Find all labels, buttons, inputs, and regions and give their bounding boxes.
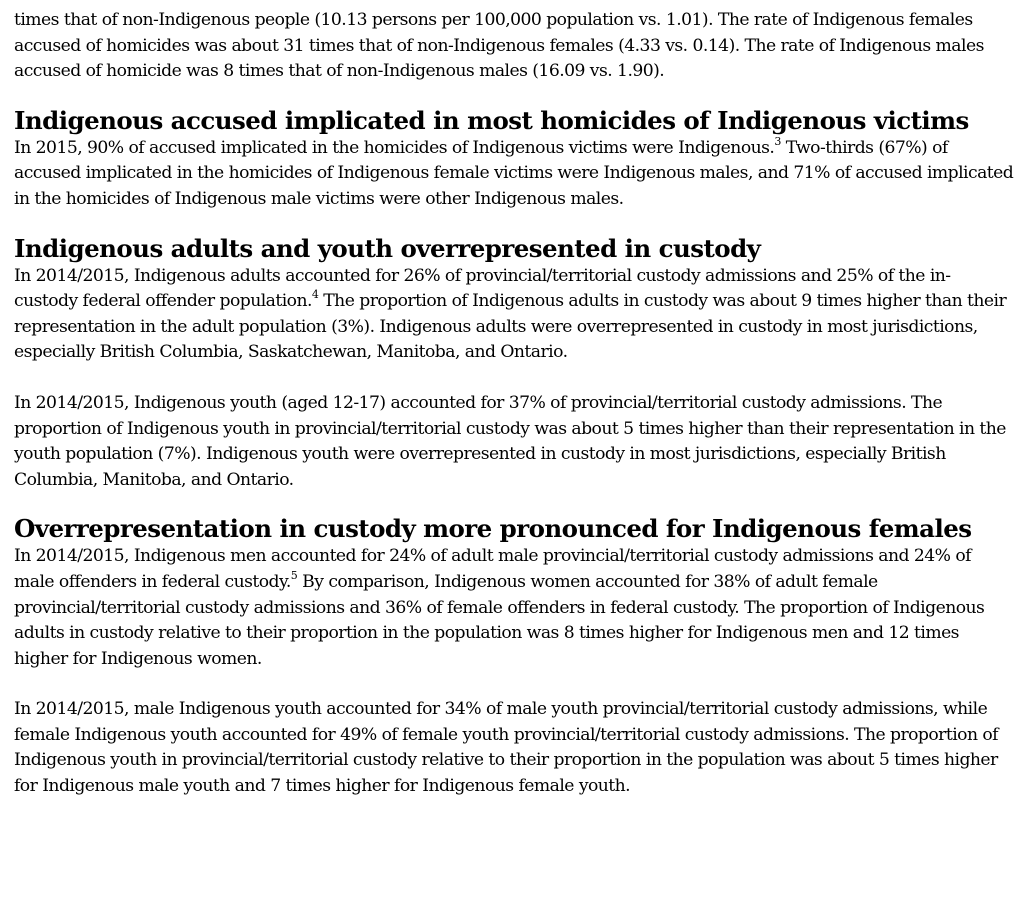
paragraph-text: In 2014/2015, Indigenous adults accounted for 26% of provincial/territorial custody admissions and 25% of the in-custody federal offender population. [14,265,951,312]
section-heading: Indigenous adults and youth overrepresented in custody [14,233,761,263]
section-custody-overrepresentation [14,234,1014,494]
paragraph-text: Two-thirds (67%) of accused implicated in the homicides of Indigenous female victims were Indigenous males, and 71% of accused implicated in the homicides of Indigenous male victims were other Indigenous males. [14,137,1014,209]
section-heading: Indigenous accused implicated in most homicides of Indigenous victims [14,105,969,135]
footnote-marker: 4 [311,288,319,302]
footnote-marker: 3 [774,135,781,149]
section-female-overrepresentation [14,514,1014,799]
spacer [14,213,1014,234]
section-heading: Overrepresentation in custody more pronounced for Indigenous females [14,514,972,544]
paragraph-text: In 2014/2015, Indigenous men accounted for 24% of adult male provincial/territorial custody admissions and 24% of male offenders in federal custody. [14,546,971,592]
section-paragraph: In 2014/2015, male Indigenous youth accounted for 34% of male youth provincial/territorial custody admissions, while female Indigenous youth accounted for 49% of female youth provincial/territorial custody admissions. The proportion of Indigenous youth in provincial/territorial custody relative to their proportion in the population was about 5 times higher for Indigenous male youth and 7 times higher for Indigenous female youth. [14,699,998,797]
section-paragraph [14,136,1014,213]
paragraph-text: By comparison, Indigenous women accounted for 38% of adult female provincial/territorial custody admissions and 36% of female offenders in federal custody. The proportion of Indigenous adults in custody relative to their proportion in the population was 8 times higher for Indigenous men and 12 times higher for Indigenous women. [14,571,985,669]
footnote-marker: 5 [290,569,298,583]
spacer [14,366,1014,391]
spacer [14,672,1014,697]
document-page [14,8,1014,800]
section-paragraph [14,544,1014,672]
section-homicide-accused [14,106,1014,213]
spacer [14,493,1014,514]
intro-paragraph: times that of non-Indigenous people (10.13 persons per 100,000 population vs. 1.01). The rate of Indigenous females accused of homicides was about 31 times that of non-Indigenous females (4.33 vs. 0.14). The rate of Indigenous males accused of homicide was 8 times that of non-Indigenous males (16.09 vs. 1.90). [14,10,984,82]
section-paragraph: In 2014/2015, Indigenous youth (aged 12-17) accounted for 37% of provincial/territorial custody admissions. The proportion of Indigenous youth in provincial/territorial custody was about 5 times higher than their representation in the youth population (7%). Indigenous youth were overrepresented in custody in most jurisdictions, especially British Columbia, Manitoba, and Ontario. [14,392,1006,490]
spacer [14,85,1014,106]
paragraph-text: The proportion of Indigenous adults in custody was about 9 times higher than their representation in the adult population (3%). Indigenous adults were overrepresented in custody in most jurisdictions, especially British Columbia, Saskatchewan, Manitoba, and Ontario. [14,291,1007,363]
paragraph-text: In 2015, 90% of accused implicated in the homicides of Indigenous victims were Indigenous. [14,137,775,158]
section-paragraph [14,264,1014,366]
